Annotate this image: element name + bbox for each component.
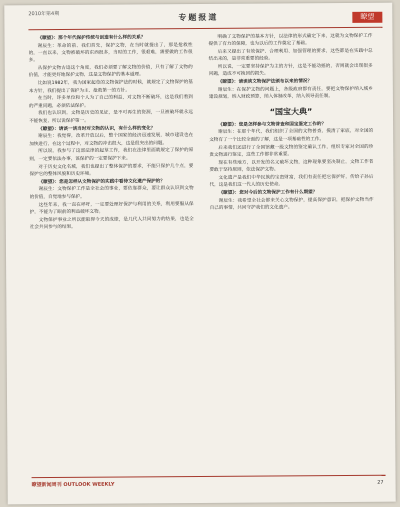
header-rule <box>28 27 382 30</box>
paragraph: 所以说，一定要坚持保护为主的方针，这是不能动摇的，否则就会出现很多问题，造成不可挽回的损失。 <box>208 63 373 78</box>
paragraph: 对于历史文化名城，我们也提出了整体保护的要求，不能只保护几个点，要保护它的整体风貌和历史环境。 <box>29 163 194 178</box>
magazine-page <box>4 3 395 505</box>
paragraph: 谢辰生：革命的前、我们首先，保护文物，在当时就提出了，那是抢救性的，一直以来，文物被破坏的东西很多，当时的工作，很艰难，需要做的工作很多。 <box>28 42 193 64</box>
text-column-right <box>208 33 375 470</box>
interview-question: 《瞭望》：请谈一谈当时对文物的认识，有什么样的变化？ <box>38 125 156 132</box>
issue-date: 2010年第4期 <box>28 10 60 18</box>
interview-question: 《瞭望》：您对今后的文物保护工作有什么期望？ <box>218 190 318 196</box>
section-title: 专题报道 <box>178 12 219 23</box>
paragraph: 谢辰生：文物保护工作是全社会的事业，要依靠群众，要让群众认识到文物的价值，自觉地参与保护。 <box>29 186 194 200</box>
paragraph: 明确了文物保护的基本方针，以法律的形式确定下来，这就为文物保护工作提供了有力的保障，也为以后的工作奠定了基础。 <box>208 33 373 48</box>
footer-brand: 瞭望新闻周刊 OUTLOOK WEEKLY <box>31 481 115 489</box>
paragraph: 后来我们还进行了全国馆藏一级文物的鉴定确认工作，组织专家对全国的珍贵文物进行鉴定，这些工作都非常重要。 <box>209 144 374 158</box>
paragraph: 文物保护事业之所以能取得今天的成绩，是几代人共同努力的结果，也是全社会共同参与的结果。 <box>29 216 194 231</box>
interview-question: 《瞭望》：您是怎样参与文物普查和国宝鉴定工作的？ <box>218 121 327 128</box>
paragraph: 在当时，许多单位和个人为了自己的利益，对文物不断破坏，这是我们看到的严重问题，必须依法保护。 <box>28 95 193 109</box>
paragraph: 后来又提出了有效保护、合理利用、加强管理的要求，这些都是在实践中总结出来的，是非常重要的经验。 <box>208 48 373 63</box>
footer-rule <box>32 475 386 478</box>
paragraph: 谢辰生：我觉得，改革开放以后，整个国家的经济迅速发展，城市建设也在加快进行，在这个过程中，对文物的冲击很大，这是很突出的问题。 <box>29 133 194 147</box>
magazine-badge: 瞭望 <box>352 12 382 23</box>
paragraph: 我们也认识到，文物是历史的见证，是不可再生的资源，一旦被破坏就永远不能恢复，所以说保护第一。 <box>29 110 194 124</box>
paragraph: 谢辰生：我希望全社会都来关心文物保护，提高保护意识，把保护文物当作自己的事情，共同守护我们的文化遗产。 <box>209 197 374 211</box>
page-number: 27 <box>377 479 384 486</box>
interview-question: 《瞭望》：请谈谈文物保护法颁布以来的情况？ <box>217 79 312 86</box>
interview-question: 《瞭望》：您是怎样从文物保护的实践中看待文化遗产保护的？ <box>38 178 165 185</box>
interview-question: 《瞭望》：那个年代保护传统与创造有什么样的关系？ <box>37 35 146 42</box>
paragraph: 谢辰生：在那个年代，我们组织了全国的文物普查，摸清了家底，对全国的文物有了一个比较全面的了解，这是一项基础性的工作。 <box>209 129 374 143</box>
text-column-left <box>28 34 195 471</box>
paragraph: 谢辰生：在保护文物的问题上，各级政府都有责任，要把文物保护纳入城乡建设规划，纳入财政预算，纳入体制改革，纳入领导责任制。 <box>208 86 373 101</box>
paragraph: 文化遗产是我们中华民族的宝贵财富，我们有责任把它保护好，传给子孙后代，这是我们这一代人的历史使命。 <box>209 174 374 188</box>
paragraph: 从保护文物古迹这个角度，我们必须要了解文物的价值，只有了解了文物的价值，才能更好地保护文物，这是文物保护的基本道理。 <box>28 65 193 79</box>
paragraph: 现在有些地方，以开发的名义破坏文物，这种现象要坚决制止，文物工作者要敢于坚持原则，依法保护文物。 <box>209 159 374 173</box>
subheading: “国宝大典” <box>269 106 313 117</box>
paragraph: 所以说，我参与了这部法律的起草工作，我们在法律里面就规定了保护的原则，一定要依法办事，该保护的一定要保护下来。 <box>29 148 194 162</box>
paragraph: 比如说1982年，我为国家起草的文物保护法的时候，就规定了文物保护的基本方针，我们提出了保护为主、抢救第一的方针。 <box>28 80 193 94</box>
paragraph: 这些年来，我一直在呼吁，一定要处理好保护与利用的关系，利用要服从保护，不能为了眼前的利益破坏文物。 <box>29 201 194 216</box>
